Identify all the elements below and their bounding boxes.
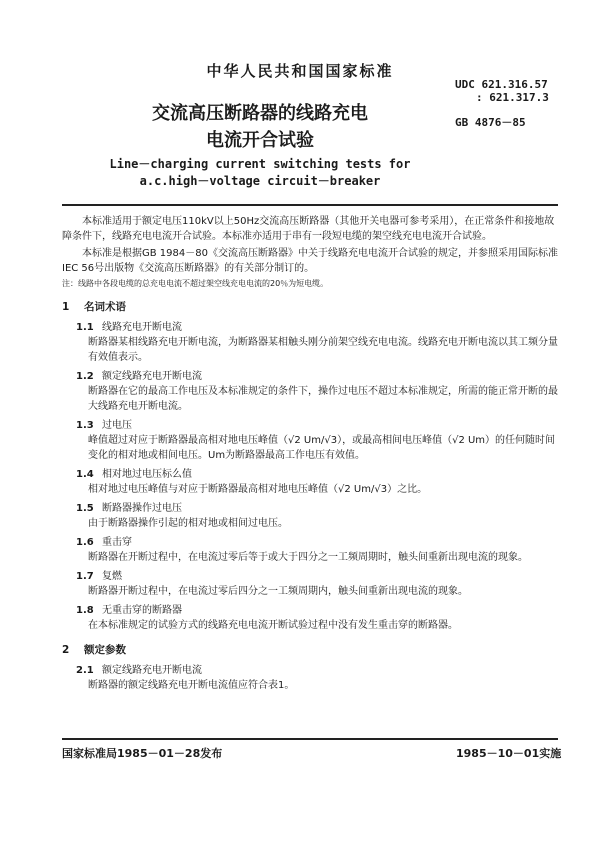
gb-number: GB 4876－85 bbox=[455, 116, 526, 129]
clause-number: 1.8 bbox=[76, 605, 94, 616]
clause-number: 1.5 bbox=[76, 503, 94, 514]
clause-1-4 bbox=[76, 467, 558, 497]
clause-2-1 bbox=[76, 663, 558, 693]
clause-heading bbox=[76, 603, 558, 618]
document-body bbox=[62, 214, 558, 697]
section-1-heading bbox=[62, 300, 558, 315]
intro-note: 注：线路中各段电缆的总充电电流不超过架空线充电电流的20％为短电缆。 bbox=[62, 279, 329, 288]
clause-body: 断路器在它的最高工作电压及本标准规定的条件下，操作过电压不超过本标准规定，所需的能正常开断的最大线路充电开断电流。 bbox=[88, 386, 558, 412]
section-number: 2 bbox=[62, 644, 70, 656]
effective-date: 1985－10－01实施 bbox=[456, 747, 562, 760]
clause-1-5 bbox=[76, 501, 558, 531]
title-chinese-line-1: 交流高压断路器的线路充电 bbox=[152, 103, 368, 124]
clause-body: 断路器的额定线路充电开断电流值应符合表1。 bbox=[88, 680, 295, 691]
clause-body: 断路器某相线路充电开断电流，为断路器某相触头刚分前架空线充电电流。线路充电开断电流以其工频分量有效值表示。 bbox=[88, 337, 558, 363]
section-1-items bbox=[62, 320, 558, 633]
clause-heading bbox=[76, 467, 558, 482]
clause-heading bbox=[76, 663, 558, 678]
clause-number: 1.2 bbox=[76, 371, 94, 382]
clause-heading bbox=[76, 418, 558, 433]
clause-body: 断路器在开断过程中，在电流过零后等于或大于四分之一工频周期时，触头间重新出现电流的现象。 bbox=[88, 552, 528, 563]
udc-line-1: UDC 621.316.57 bbox=[455, 78, 548, 91]
section-number: 1 bbox=[62, 301, 70, 313]
clause-heading bbox=[76, 501, 558, 516]
clause-1-1 bbox=[76, 320, 558, 365]
clause-heading bbox=[76, 535, 558, 550]
clause-body: 断路器开断过程中，在电流过零后四分之一工频周期内，触头间重新出现电流的现象。 bbox=[88, 586, 468, 597]
clause-1-8 bbox=[76, 603, 558, 633]
title-english-line-1: Line－charging current switching tests for bbox=[109, 157, 411, 171]
clause-title: 线路充电开断电流 bbox=[102, 322, 182, 333]
bottom-divider bbox=[62, 738, 558, 740]
clause-title: 无重击穿的断路器 bbox=[102, 605, 182, 616]
section-2-heading bbox=[62, 643, 558, 658]
title-chinese-line-2: 电流开合试验 bbox=[206, 130, 314, 151]
clause-heading bbox=[76, 369, 558, 384]
clause-heading bbox=[76, 569, 558, 584]
clause-number: 1.4 bbox=[76, 469, 94, 480]
clause-title: 断路器操作过电压 bbox=[102, 503, 182, 514]
clause-title: 重击穿 bbox=[102, 537, 132, 548]
clause-number: 1.7 bbox=[76, 571, 94, 582]
title-english-line-2: a.c.high－voltage circuit－breaker bbox=[139, 174, 381, 188]
clause-body: 在本标准规定的试验方式的线路充电电流开断试验过程中没有发生重击穿的断路器。 bbox=[88, 620, 458, 631]
clause-1-7 bbox=[76, 569, 558, 599]
clause-title: 复燃 bbox=[102, 571, 122, 582]
section-2-items bbox=[62, 663, 558, 693]
clause-1-2 bbox=[76, 369, 558, 414]
section-title: 名词术语 bbox=[84, 301, 126, 313]
title-english bbox=[0, 156, 520, 190]
section-title: 额定参数 bbox=[84, 644, 126, 656]
clause-body: 相对地过电压峰值与对应于断路器最高相对地电压峰值（√2 Um/√3）之比。 bbox=[88, 484, 428, 495]
clause-title: 额定线路充电开断电流 bbox=[102, 665, 202, 676]
title-chinese bbox=[0, 100, 520, 154]
clause-title: 过电压 bbox=[102, 420, 132, 431]
top-divider bbox=[62, 204, 558, 206]
intro-paragraph-2: 本标准是根据GB 1984－80《交流高压断路器》中关于线路充电电流开合试验的规定，并参照采用国际标准IEC 56号出版物《交流高压断路器》的有关部分制订的。 bbox=[62, 248, 558, 274]
clause-body: 峰值超过对应于断路器最高相对地电压峰值（√2 Um/√3），或最高相间电压峰值（√2 Um）的任何随时间变化的相对地或相间电压。Um为断路器最高工作电压有效值。 bbox=[88, 435, 556, 461]
clause-1-3 bbox=[76, 418, 558, 463]
clause-title: 额定线路充电开断电流 bbox=[102, 371, 202, 382]
clause-title: 相对地过电压标么值 bbox=[102, 469, 192, 480]
issuer-heading: 中华人民共和国国家标准 bbox=[206, 62, 394, 80]
clause-number: 1.1 bbox=[76, 322, 94, 333]
clause-number: 1.3 bbox=[76, 420, 94, 431]
clause-body: 由于断路器操作引起的相对地或相间过电压。 bbox=[88, 518, 288, 529]
clause-number: 1.6 bbox=[76, 537, 94, 548]
clause-number: 2.1 bbox=[76, 665, 94, 676]
clause-heading bbox=[76, 320, 558, 335]
intro-paragraph-1: 本标准适用于额定电压110kV以上50Hz交流高压断路器（其他开关电器可参考采用），在正常条件和接地故障条件下，线路充电电流开合试验。本标准亦适用于串有一段短电缆的架空线充电电流开合试验。 bbox=[62, 216, 555, 242]
issue-date: 国家标准局1985－01－28发布 bbox=[62, 747, 223, 760]
clause-1-6 bbox=[76, 535, 558, 565]
udc-line-2: : 621.317.3 bbox=[476, 91, 549, 104]
